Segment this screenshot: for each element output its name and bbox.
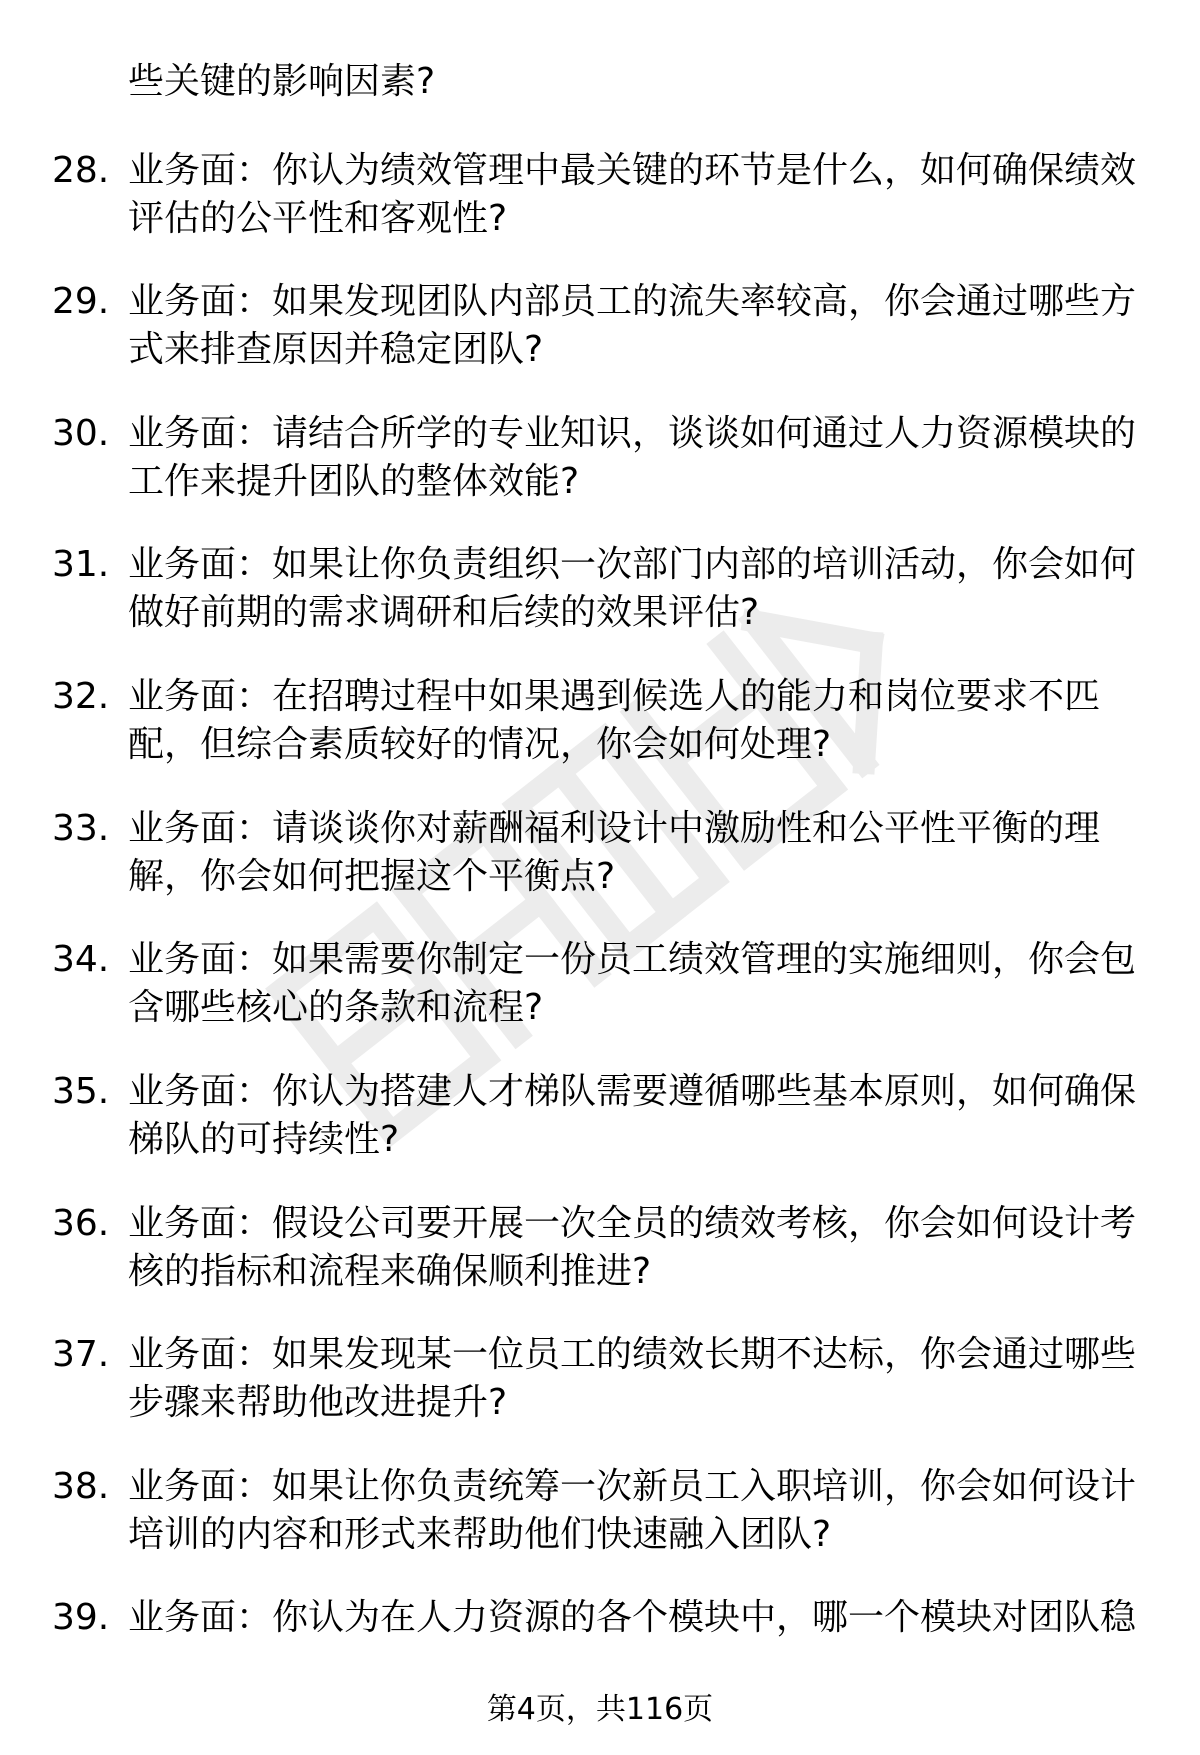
question-item (0, 410, 1200, 510)
question-number: 35. (52, 1071, 110, 1112)
question-text-line: 业务面：如果发现团队内部员工的流失率较高，你会通过哪些方 (128, 281, 1137, 322)
question-item (0, 1068, 1200, 1168)
question-text-line: 步骤来帮助他改进提升? (128, 1382, 508, 1423)
question-text-line: 式来排查原因并稳定团队? (128, 329, 544, 370)
question-item (0, 673, 1200, 773)
question-text-line: 含哪些核心的条款和流程? (128, 987, 544, 1028)
question-number: 36. (52, 1203, 110, 1244)
question-text-line: 配，但综合素质较好的情况，你会如何处理? (128, 724, 832, 765)
question-text-line: 核的指标和流程来确保顺利推进? (128, 1251, 652, 1292)
question-item (0, 1331, 1200, 1431)
question-number: 30. (52, 413, 110, 454)
continuation-text: 些关键的影响因素? (128, 61, 436, 102)
question-text-line: 业务面：请谈谈你对薪酬福利设计中激励性和公平性平衡的理 (128, 808, 1101, 849)
question-text-line: 业务面：如果让你负责统筹一次新员工入职培训，你会如何设计 (128, 1466, 1137, 1507)
question-text-line: 业务面：你认为绩效管理中最关键的环节是什么，如何确保绩效 (128, 150, 1137, 191)
question-item (0, 1463, 1200, 1563)
question-number: 32. (52, 676, 110, 717)
question-text-line: 业务面：如果发现某一位员工的绩效长期不达标，你会通过哪些 (128, 1334, 1137, 1375)
question-text-line: 业务面：如果让你负责组织一次部门内部的培训活动，你会如何 (128, 544, 1137, 585)
question-text-line: 工作来提升团队的整体效能? (128, 461, 580, 502)
question-text-line: 业务面：假设公司要开展一次全员的绩效考核，你会如何设计考 (128, 1203, 1137, 1244)
question-item (0, 1200, 1200, 1300)
question-number: 28. (52, 150, 110, 191)
page-footer: 第4页，共116页 (486, 1692, 714, 1727)
question-item (0, 541, 1200, 641)
question-text-line: 业务面：你认为在人力资源的各个模块中，哪一个模块对团队稳 (128, 1597, 1137, 1638)
question-text-line: 业务面：请结合所学的专业知识，谈谈如何通过人力资源模块的 (128, 413, 1137, 454)
question-item (0, 278, 1200, 378)
question-text-line: 评估的公平性和客观性? (128, 198, 508, 239)
question-number: 31. (52, 544, 110, 585)
question-item (0, 805, 1200, 905)
question-number: 34. (52, 939, 110, 980)
question-text-line: 梯队的可持续性? (128, 1119, 400, 1160)
question-item (0, 936, 1200, 1036)
question-number: 38. (52, 1466, 110, 1507)
question-text-line: 业务面：你认为搭建人才梯队需要遵循哪些基本原则，如何确保 (128, 1071, 1137, 1112)
question-text-line: 业务面：如果需要你制定一份员工绩效管理的实施细则，你会包 (128, 939, 1137, 980)
question-text-line: 解，你会如何把握这个平衡点? (128, 856, 616, 897)
question-text-line: 做好前期的需求调研和后续的效果评估? (128, 592, 760, 633)
question-number: 29. (52, 281, 110, 322)
question-text-line: 业务面：在招聘过程中如果遇到候选人的能力和岗位要求不匹 (128, 676, 1101, 717)
question-item (0, 147, 1200, 247)
question-number: 33. (52, 808, 110, 849)
question-item (0, 1594, 1200, 1694)
question-number: 39. (52, 1597, 110, 1638)
question-text-line: 培训的内容和形式来帮助他们快速融入团队? (128, 1514, 832, 1555)
question-number: 37. (52, 1334, 110, 1375)
